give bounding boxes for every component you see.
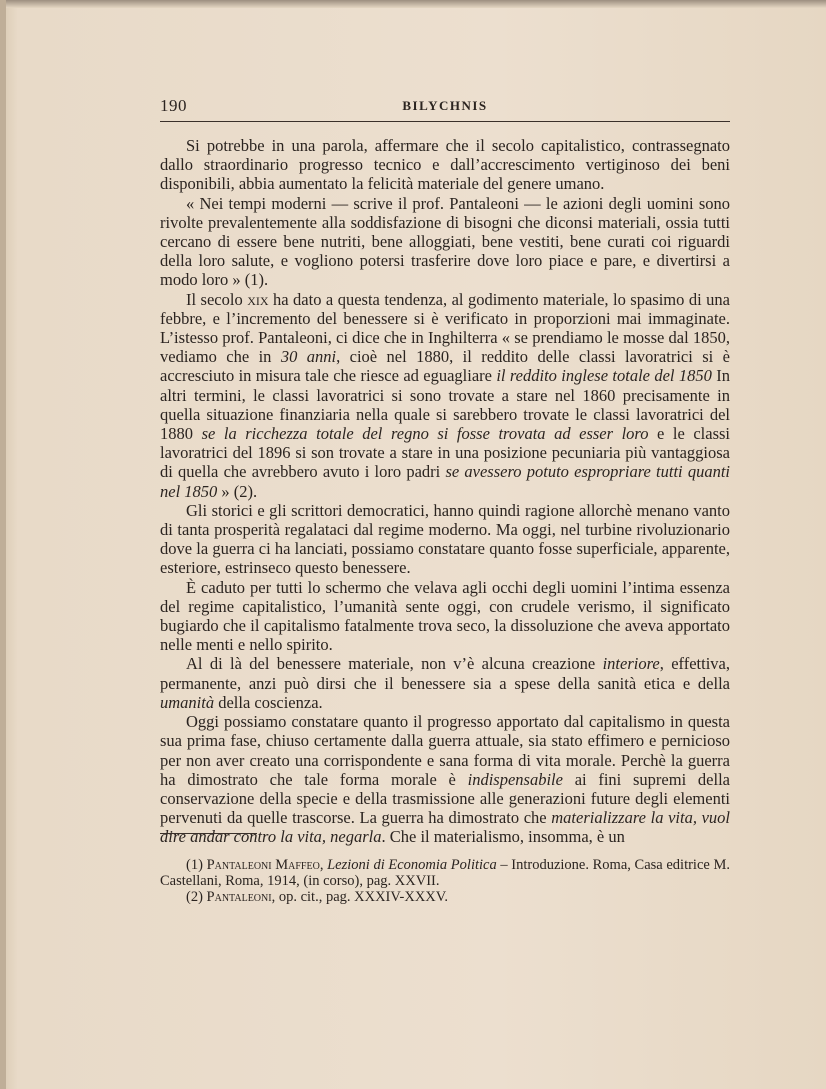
italic-text: materializzare la vita, vuol dire andar contro la vita, negarla xyxy=(160,808,730,847)
text-run: , effettiva, permanente, anzi può dirsi che il benessere sia a spese della sanità etica e della xyxy=(160,654,730,693)
paragraph xyxy=(160,501,730,578)
text-run: (1) xyxy=(186,857,207,873)
text-run: ha dato a questa tendenza, al godimento materiale, lo spasimo di una febbre, e l’incremento del benessere si è verificato in proporzioni mai immaginate. L’istesso prof. Pantaleoni, ci dice che in Inghilterra « se prendiamo le mosse dal 1850, vediamo che in xyxy=(160,289,730,367)
text-run: , op. cit., pag. XXXIV-XXXV. xyxy=(271,889,448,905)
footnote xyxy=(160,889,730,905)
italic-text: 30 anni xyxy=(280,347,337,367)
text-run: » (2). xyxy=(217,481,258,501)
italic-text: Lezioni di Economia Politica xyxy=(327,857,497,873)
paragraph xyxy=(160,712,730,846)
text-run: Oggi possiamo constatare quanto il progresso apportato dal capitalismo in questa sua prima fase, chiuso certamente dalla guerra attuale, sia stato effimero e pernicioso per non aver creato una corrispondente e sana forma di vita morale. Perchè la guerra ha dimostrato che tale forma morale è xyxy=(160,712,730,789)
page-header xyxy=(160,96,730,118)
italic-text: se la ricchezza totale del regno si fosse trovata ad esser loro xyxy=(201,424,649,444)
footnote-rule xyxy=(160,833,257,834)
footnotes xyxy=(160,857,730,905)
text-run: (2) xyxy=(186,889,207,905)
text-run: Al di là del benessere materiale, non v’è alcuna creazione xyxy=(186,654,603,674)
text-run: e le classi lavoratrici del 1896 si son trovate a stare in una posizione pecuniaria più vantaggiosa di quella che avrebbero avuto i loro padri xyxy=(160,424,731,482)
text-run: della coscienza. xyxy=(214,692,323,712)
text-run: ai fini supremi della conservazione della specie e della trasmissione alle generazioni future degli elementi pervenuti da quelle trascorse. La guerra ha dimostrato che xyxy=(160,769,730,828)
text-run: Gli storici e gli scrittori democratici, hanno quindi ragione allorchè menano vanto di tanta prosperità regalataci dal regime moderno. Ma oggi, nel turbine rivoluzionario dove la guerra ci ha lanciati, possiamo constatare quanto fosse superficiale, apparente, esteriore, estrinseco questo benessere. xyxy=(160,500,730,578)
page-binding-edge xyxy=(0,0,6,1089)
small-caps-text: Pantaleoni Maffeo xyxy=(206,857,320,873)
body-text xyxy=(160,136,730,847)
small-caps-text: Pantaleoni xyxy=(206,889,272,905)
page-top-edge xyxy=(0,0,826,8)
paragraph xyxy=(160,290,730,501)
text-run: È caduto per tutti lo schermo che velava agli occhi degli uomini l’intima essenza del regime capitalistico, l’umanità sente oggi, con crudele verismo, il significato bugiardo che il capitalismo fatalmente trova seco, la dissoluzione che aveva apportato nelle menti e nello spirito. xyxy=(160,577,730,655)
text-run: , cioè nel 1880, il reddito delle classi lavoratrici si è accresciuto in misura tale che riesce ad eguagliare xyxy=(160,347,730,386)
text-run: Il secolo xyxy=(186,289,248,309)
italic-text: se avessero potuto espropriare tutti quanti nel 1850 xyxy=(160,462,731,501)
paragraph xyxy=(160,136,730,194)
italic-text: il reddito inglese totale del 1850 xyxy=(496,366,712,386)
header-rule xyxy=(160,121,730,122)
paragraph xyxy=(160,578,730,655)
text-run: , xyxy=(319,857,328,873)
footnote xyxy=(160,857,730,889)
text-run: In altri termini, le classi lavoratrici si sono trovate a stare nel 1860 precisamente in quella situazione finanziaria nella quale si sarebbero trovate le classi lavoratrici del 1880 xyxy=(160,366,730,444)
page-number: 190 xyxy=(160,96,187,115)
text-run: – Introduzione. Roma, Casa editrice M. Castellani, Roma, 1914, (in corso), pag. XXVII. xyxy=(160,857,730,889)
italic-text: indispensabile xyxy=(467,769,563,789)
paragraph xyxy=(160,654,730,712)
running-head: BILYCHNIS xyxy=(402,98,488,113)
text-run: Si potrebbe in una parola, affermare che il secolo capitalistico, contrassegnato dallo straordinario progresso tecnico e dall’accrescimento vertiginoso dei beni disponibili, abbia aumentato la felicità materiale del genere umano. xyxy=(160,136,730,194)
small-caps-text: xix xyxy=(247,289,269,309)
paragraph xyxy=(160,194,730,290)
italic-text: umanità xyxy=(160,692,215,712)
italic-text: interiore xyxy=(602,654,660,674)
text-run: . Che il materialismo, insomma, è un xyxy=(381,827,625,847)
text-run: « Nei tempi moderni — scrive il prof. Pantaleoni — le azioni degli uomini sono rivolte prevalentemente alla soddisfazione di bisogni che diconsi materiali, ossia tutti cercano di essere bene nutriti, bene alloggiati, bene vestiti, bene curati coi riguardi della loro salute, e vogliono potersi trasferire dove loro piace e pare, e divertirsi a modo loro » (1). xyxy=(160,193,730,290)
